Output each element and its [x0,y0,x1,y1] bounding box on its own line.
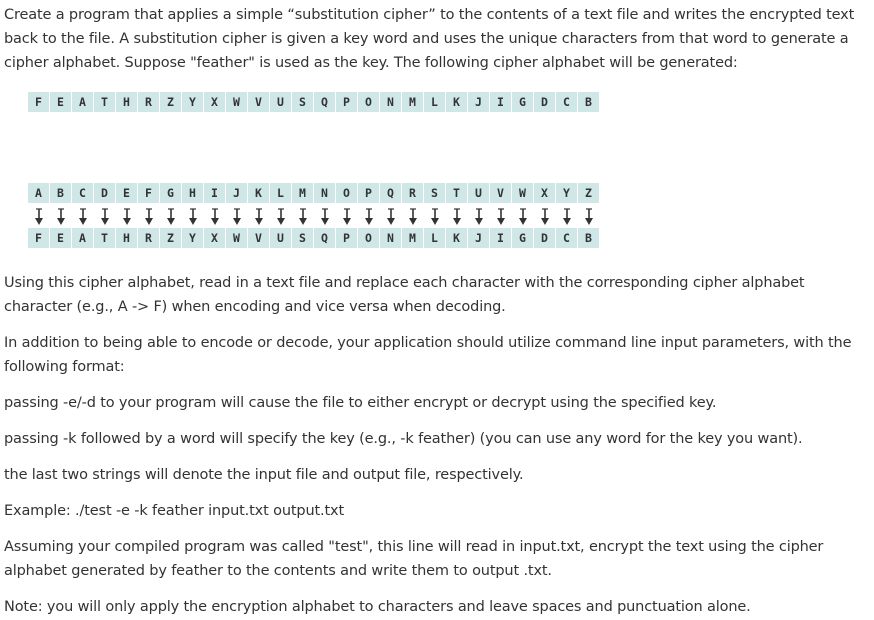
down-arrow-icon [314,207,336,227]
plain-letter-cell: S [424,183,446,203]
mapped-letter-cell: S [292,228,314,248]
down-arrow-icon [534,207,556,227]
cipher-letter-cell: U [270,92,292,112]
cipher-letter-cell: C [556,92,578,112]
down-arrow-icon [556,207,578,227]
down-arrow-icon [248,207,270,227]
down-arrow-icon [358,207,380,227]
down-arrow-icon [50,207,72,227]
mapped-cipher-strip [28,228,600,248]
down-arrow-icon [204,207,226,227]
mapped-letter-cell: J [468,228,490,248]
plain-letter-cell: L [270,183,292,203]
plain-letter-cell: E [116,183,138,203]
plain-letter-cell: N [314,183,336,203]
mapping-arrows [28,207,600,227]
plain-letter-cell: F [138,183,160,203]
cipher-letter-cell: Y [182,92,204,112]
plain-alphabet-strip [28,183,600,203]
plain-letter-cell: U [468,183,490,203]
mapped-letter-cell: X [204,228,226,248]
mapped-letter-cell: T [94,228,116,248]
cipher-letter-cell: S [292,92,314,112]
plain-letter-cell: V [490,183,512,203]
cipher-letter-cell: M [402,92,424,112]
down-arrow-icon [138,207,160,227]
down-arrow-icon [94,207,116,227]
down-arrow-icon [336,207,358,227]
cipher-alphabet-strip [28,92,600,112]
down-arrow-icon [402,207,424,227]
plain-letter-cell: B [50,183,72,203]
using-paragraph: Using this cipher alphabet, read in a text file and replace each character with the corresponding cipher alphabet character (e.g., A -> F) when encoding and vice versa when decoding. [4,275,805,315]
cipher-letter-cell: F [28,92,50,112]
cipher-letter-cell: Q [314,92,336,112]
cipher-letter-cell: P [336,92,358,112]
mapped-letter-cell: A [72,228,94,248]
plain-letter-cell: R [402,183,424,203]
mapped-letter-cell: V [248,228,270,248]
down-arrow-icon [116,207,138,227]
down-arrow-icon [380,207,402,227]
cipher-letter-cell: L [424,92,446,112]
intro-paragraph: Create a program that applies a simple “substitution cipher” to the contents of a text file and writes the encrypted text back to the file. A substitution cipher is given a key word and uses the unique characters from that word to generate a cipher alphabet. Suppose "feather" is used as the key. The following cipher alphabet will be generated: [4,7,855,71]
cipher-letter-cell: W [226,92,248,112]
plain-letter-cell: X [534,183,556,203]
mapped-letter-cell: F [28,228,50,248]
down-arrow-icon [578,207,600,227]
mapped-letter-cell: N [380,228,402,248]
addition-paragraph: In addition to being able to encode or decode, your application should utilize command line input parameters, with the following format: [4,335,852,375]
mapped-letter-cell: U [270,228,292,248]
plain-letter-cell: Q [380,183,402,203]
cipher-letter-cell: N [380,92,402,112]
down-arrow-icon [424,207,446,227]
cipher-letter-cell: Z [160,92,182,112]
cipher-letter-cell: G [512,92,534,112]
down-arrow-icon [468,207,490,227]
mapped-letter-cell: M [402,228,424,248]
plain-letter-cell: H [182,183,204,203]
mapped-letter-cell: P [336,228,358,248]
cipher-letter-cell: R [138,92,160,112]
plain-letter-cell: W [512,183,534,203]
down-arrow-icon [446,207,468,227]
cipher-letter-cell: T [94,92,116,112]
passing-k-paragraph: passing -k followed by a word will specify the key (e.g., -k feather) (you can use any word for the key you want). [4,431,803,447]
cipher-letter-cell: H [116,92,138,112]
down-arrow-icon [72,207,94,227]
mapped-letter-cell: I [490,228,512,248]
plain-letter-cell: K [248,183,270,203]
cipher-letter-cell: D [534,92,556,112]
mapped-letter-cell: G [512,228,534,248]
plain-letter-cell: T [446,183,468,203]
note-paragraph: Note: you will only apply the encryption alphabet to characters and leave spaces and punctuation alone. [4,599,751,615]
plain-letter-cell: J [226,183,248,203]
mapped-letter-cell: B [578,228,600,248]
cipher-letter-cell: E [50,92,72,112]
plain-letter-cell: C [72,183,94,203]
last-two-paragraph: the last two strings will denote the input file and output file, respectively. [4,467,524,483]
down-arrow-icon [270,207,292,227]
cipher-letter-cell: O [358,92,380,112]
cipher-letter-cell: J [468,92,490,112]
down-arrow-icon [512,207,534,227]
down-arrow-icon [292,207,314,227]
mapped-letter-cell: Z [160,228,182,248]
plain-letter-cell: Y [556,183,578,203]
mapped-letter-cell: Q [314,228,336,248]
cipher-letter-cell: X [204,92,226,112]
mapped-letter-cell: R [138,228,160,248]
cipher-letter-cell: V [248,92,270,112]
cipher-letter-cell: I [490,92,512,112]
down-arrow-icon [28,207,50,227]
down-arrow-icon [226,207,248,227]
plain-letter-cell: A [28,183,50,203]
assuming-paragraph: Assuming your compiled program was called "test", this line will read in input.txt, encrypt the text using the cipher alphabet generated by feather to the contents and write them to output .txt. [4,539,824,579]
plain-letter-cell: P [358,183,380,203]
cipher-letter-cell: A [72,92,94,112]
plain-letter-cell: I [204,183,226,203]
plain-letter-cell: D [94,183,116,203]
example-paragraph: Example: ./test -e -k feather input.txt output.txt [4,503,344,519]
plain-letter-cell: M [292,183,314,203]
mapped-letter-cell: O [358,228,380,248]
plain-letter-cell: Z [578,183,600,203]
passing-e-paragraph: passing -e/-d to your program will cause the file to either encrypt or decrypt using the specified key. [4,395,717,411]
plain-letter-cell: G [160,183,182,203]
mapped-letter-cell: L [424,228,446,248]
mapped-letter-cell: W [226,228,248,248]
cipher-letter-cell: K [446,92,468,112]
down-arrow-icon [490,207,512,227]
cipher-letter-cell: B [578,92,600,112]
mapped-letter-cell: E [50,228,72,248]
mapped-letter-cell: K [446,228,468,248]
mapped-letter-cell: C [556,228,578,248]
mapped-letter-cell: D [534,228,556,248]
down-arrow-icon [182,207,204,227]
down-arrow-icon [160,207,182,227]
plain-letter-cell: O [336,183,358,203]
mapped-letter-cell: Y [182,228,204,248]
mapped-letter-cell: H [116,228,138,248]
